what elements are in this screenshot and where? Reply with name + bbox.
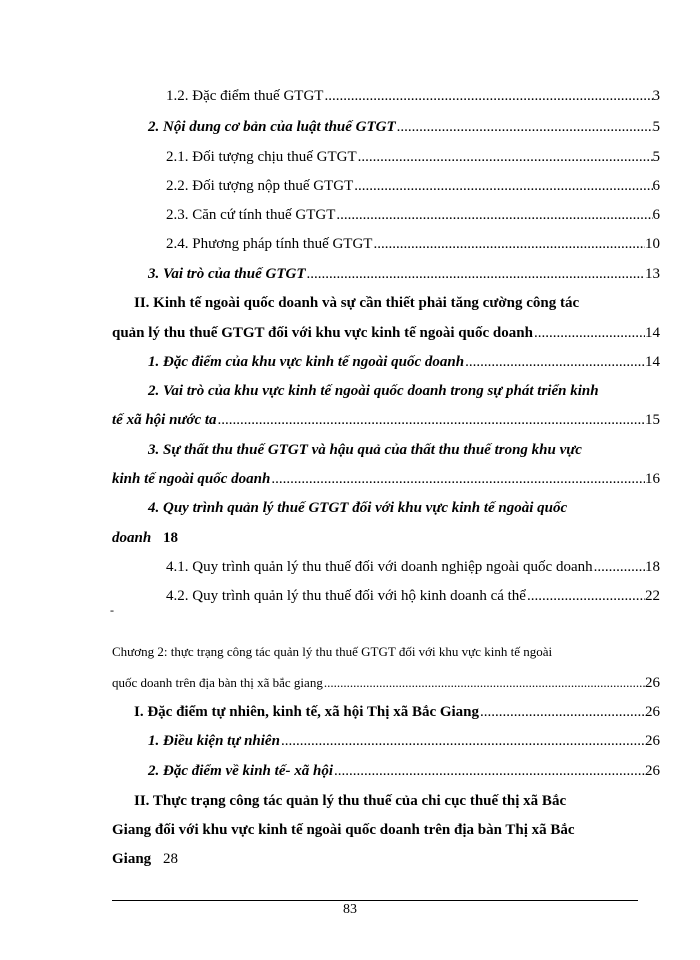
dot-leader xyxy=(479,702,645,722)
toc-entry-title: 4.2. Quy trình quản lý thu thuế đối với hộ kinh doanh cá thể xyxy=(166,588,526,604)
footer-divider xyxy=(112,900,638,901)
dot-leader xyxy=(323,673,645,693)
toc-entry-title: 2.2. Đối tượng nộp thuế GTGT xyxy=(166,178,354,194)
toc-page-number: 5 xyxy=(652,119,660,135)
toc-entry-II-2-line1: 2. Vai trò của khu vực kinh tế ngoài quốc doanh trong sự phát triển kinh xyxy=(148,383,599,399)
toc-page-number: 26 xyxy=(645,704,660,720)
toc-page-number: 26 xyxy=(645,733,660,749)
toc-entry-title: 3. Vai trò của thuế GTGT xyxy=(148,266,306,282)
toc-page-number: 26 xyxy=(645,763,660,779)
dot-leader xyxy=(323,86,652,106)
toc-entry-title: I. Đặc điểm tự nhiên, kinh tế, xã hội Thị xã Bắc Giang xyxy=(134,704,480,720)
toc-entry-title: 1. Đặc điểm của khu vực kinh tế ngoài quốc doanh xyxy=(148,354,465,370)
toc-page-number: 18 xyxy=(162,530,178,546)
dot-leader xyxy=(333,761,645,781)
toc-page-number: 22 xyxy=(645,588,660,604)
toc-entry-title: 2.3. Căn cứ tính thuế GTGT xyxy=(166,207,336,223)
toc-page-number: 14 xyxy=(645,325,660,341)
toc-entry-II xyxy=(112,323,660,343)
toc-entry-2-1 xyxy=(166,147,660,167)
toc-entry-4-1 xyxy=(166,557,660,577)
dot-leader xyxy=(335,205,652,225)
toc-entry-II-4 xyxy=(112,528,178,548)
toc-entry-1-2 xyxy=(166,86,660,106)
dot-leader xyxy=(280,731,645,751)
dot-leader xyxy=(533,323,645,343)
toc-entry-II-line1: II. Kinh tế ngoài quốc doanh và sự cần thiết phải tăng cường công tác xyxy=(134,295,580,311)
toc-page-number: 26 xyxy=(645,675,660,691)
dot-leader xyxy=(593,557,645,577)
toc-entry-title: 2.4. Phương pháp tính thuế GTGT xyxy=(166,236,373,252)
toc-entry-2 xyxy=(148,117,660,137)
toc-page-number: 15 xyxy=(645,412,660,428)
toc-page-number: 6 xyxy=(652,207,660,223)
toc-entry-ch2-II-line2: Giang đối với khu vực kinh tế ngoài quốc doanh trên địa bàn Thị xã Bắc xyxy=(112,822,575,838)
dot-leader xyxy=(353,176,652,196)
toc-page-number: 10 xyxy=(645,236,660,252)
toc-entry-II-3-line1: 3. Sự thất thu thuế GTGT và hậu quả của thất thu thuế trong khu vực xyxy=(148,442,582,458)
toc-entry-2-2 xyxy=(166,176,660,196)
toc-entry-ch2-I-1 xyxy=(148,731,660,751)
toc-entry-ch2-I xyxy=(134,702,660,722)
dot-leader xyxy=(357,147,653,167)
page-number: 83 xyxy=(343,902,357,917)
toc-page-number: 14 xyxy=(645,354,660,370)
toc-chapter-2 xyxy=(112,673,660,693)
toc-entry-II-4-line1: 4. Quy trình quản lý thuế GTGT đối với khu vực kinh tế ngoài quốc xyxy=(148,500,568,516)
toc-page-number: 13 xyxy=(645,266,660,282)
toc-page-number: 3 xyxy=(652,88,660,104)
toc-entry-ch2-II-line1: II. Thực trạng công tác quản lý thu thuế của chi cục thuế thị xã Bắc xyxy=(134,793,567,809)
toc-entry-3 xyxy=(148,264,660,284)
dot-leader xyxy=(396,117,653,137)
toc-entry-title: kinh tế ngoài quốc doanh xyxy=(112,471,271,487)
toc-entry-4-2 xyxy=(166,586,660,606)
toc-entry-title: tế xã hội nước ta xyxy=(112,412,217,428)
dot-leader xyxy=(372,234,645,254)
toc-entry-title: Giang xyxy=(112,851,152,867)
toc-entry-II-3 xyxy=(112,469,660,489)
toc-page-number: 28 xyxy=(162,851,178,867)
toc-entry-title: quản lý thu thuế GTGT đối với khu vực kinh tế ngoài quốc doanh xyxy=(112,325,533,341)
toc-entry-title: 2. Đặc điểm về kinh tế- xã hội xyxy=(148,763,333,779)
toc-entry-title: 1.2. Đặc điểm thuế GTGT xyxy=(166,88,324,104)
toc-entry-title: 4.1. Quy trình quản lý thu thuế đối với doanh nghiệp ngoài quốc doanh xyxy=(166,559,593,575)
toc-entry-title: quốc doanh trên địa bàn thị xã bắc giang xyxy=(112,675,323,690)
toc-entry-ch2-I-2 xyxy=(148,761,660,781)
toc-entry-ch2-II xyxy=(112,849,178,869)
toc-chapter-2-line1: Chương 2: thực trạng công tác quản lý thu thuế GTGT đối với khu vực kinh tế ngoài xyxy=(112,644,553,659)
toc-page-number: 16 xyxy=(645,471,660,487)
dot-leader xyxy=(217,410,645,430)
toc-entry-title: 2. Nội dung cơ bản của luật thuế GTGT xyxy=(148,119,396,135)
toc-entry-title: 2.1. Đối tượng chịu thuế GTGT xyxy=(166,149,357,165)
toc-page-number: 18 xyxy=(645,559,660,575)
toc-page-number: 5 xyxy=(652,149,660,165)
dot-leader xyxy=(270,469,645,489)
toc-entry-II-2 xyxy=(112,410,660,430)
stray-mark: - xyxy=(110,603,114,617)
toc-entry-2-3 xyxy=(166,205,660,225)
toc-entry-title: 1. Điều kiện tự nhiên xyxy=(148,733,280,749)
dot-leader xyxy=(526,586,645,606)
dot-leader xyxy=(306,264,645,284)
dot-leader xyxy=(464,352,645,372)
toc-entry-2-4 xyxy=(166,234,660,254)
toc-entry-title: doanh xyxy=(112,530,152,546)
toc-page-number: 6 xyxy=(652,178,660,194)
toc-entry-II-1 xyxy=(148,352,660,372)
